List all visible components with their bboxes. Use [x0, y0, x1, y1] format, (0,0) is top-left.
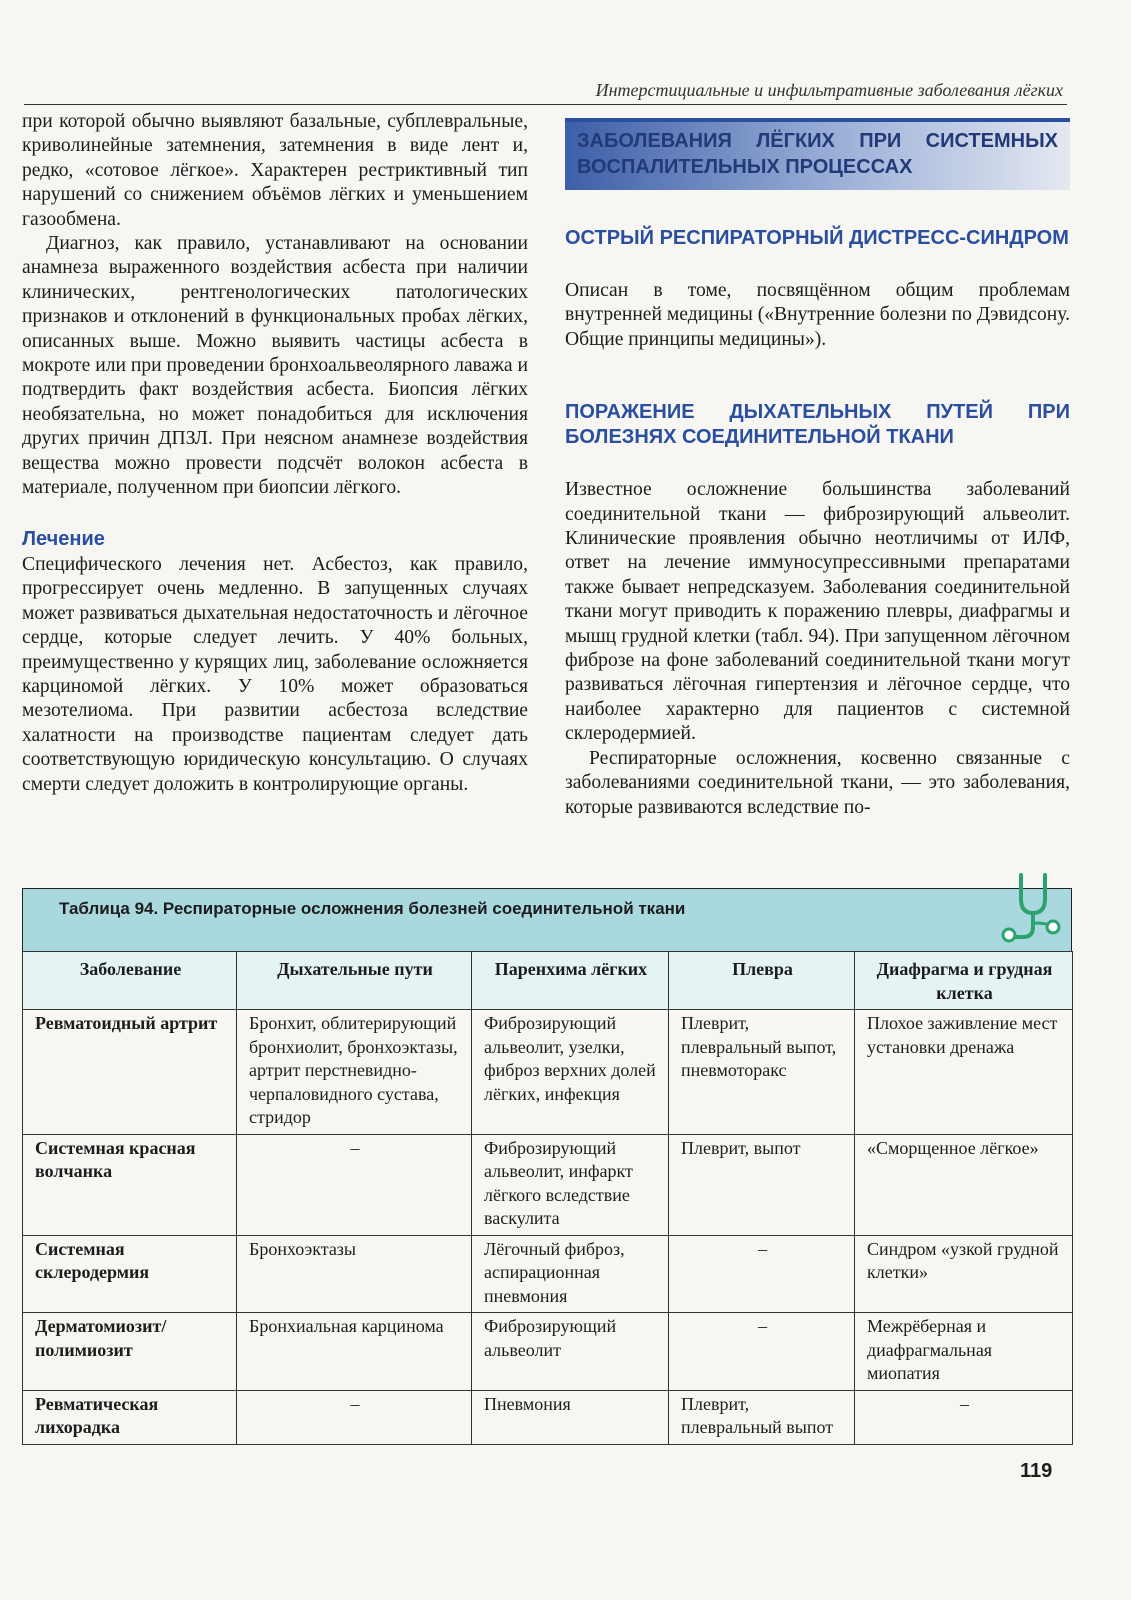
table-row [23, 1010, 1073, 1135]
cell-parenchyma: Фиброзирующий альвеолит [472, 1313, 669, 1391]
right-paragraph-2: Известное осложнение большинства заболеваний соединительной ткани — фиброзирующий альвеолит. Клинические проявления обычно неотличимы от ИЛФ, ответ на лечение иммуносупрессивными препаратами также бывает непредсказуем. Заболевания соединительной ткани могут приводить к поражению плевры, диафрагмы и мышц грудной клетки (табл. 94). При запущенном лёгочном фиброзе на фоне заболеваний соединительной ткани могут развиваться лёгочная гипертензия и лёгочное сердце, что наиболее характерно для пациентов с системной склеродермией. [565, 479, 1070, 745]
table-caption: Таблица 94. Респираторные осложнения болезней соединительной ткани [59, 899, 686, 918]
table-row [23, 1390, 1073, 1444]
running-header [24, 78, 1067, 105]
connective-tissue-heading: ПОРАЖЕНИЕ ДЫХАТЕЛЬНЫХ ПУТЕЙ ПРИ БОЛЕЗНЯХ СОЕДИНИТЕЛЬНОЙ ТКАНИ [565, 401, 1070, 449]
header-airways: Дыхательные пути [237, 952, 472, 1010]
page-number: 119 [1020, 1460, 1053, 1482]
cell-diaphragm: Плохое заживление мест установки дренажа [855, 1010, 1073, 1135]
cell-diaphragm: – [855, 1390, 1073, 1444]
cell-parenchyma: Фиброзирующий альвеолит, узелки, фиброз верхних долей лёгких, инфекция [472, 1010, 669, 1135]
table-row [23, 1134, 1073, 1235]
table-row [23, 1313, 1073, 1391]
complications-table [22, 951, 1073, 1445]
right-paragraph-1: Описан в томе, посвящённом общим проблемам внутренней медицины («Внутренние болезни по Дэвидсону. Общие принципы медицины»). [565, 280, 1070, 350]
header-diaphragm: Диафрагма и грудная клетка [855, 952, 1073, 1010]
section-heading-box [565, 118, 1070, 190]
left-column [22, 110, 528, 797]
cell-airways: – [237, 1134, 472, 1235]
cell-disease: Дерматомиозит/полимиозит [23, 1313, 237, 1391]
running-title: Интерстициальные и инфильтративные заболевания лёгких [595, 80, 1063, 100]
header-parenchyma: Паренхима лёгких [472, 952, 669, 1010]
cell-disease: Системная красная волчанка [23, 1134, 237, 1235]
cell-diaphragm: «Сморщенное лёгкое» [855, 1134, 1073, 1235]
cell-pleura: – [669, 1313, 855, 1391]
ards-heading: ОСТРЫЙ РЕСПИРАТОРНЫЙ ДИСТРЕСС-СИНДРОМ [565, 227, 1069, 249]
header-disease: Заболевание [23, 952, 237, 1010]
stethoscope-icon [1001, 869, 1063, 943]
cell-pleura: – [669, 1235, 855, 1313]
cell-airways: Бронхоэктазы [237, 1235, 472, 1313]
cell-diaphragm: Синдром «узкой грудной клетки» [855, 1235, 1073, 1313]
table-header-row [23, 952, 1073, 1010]
cell-diaphragm: Межрёберная и диафрагмальная миопатия [855, 1313, 1073, 1391]
table-row [23, 1235, 1073, 1313]
right-column [565, 110, 1070, 820]
cell-airways: Бронхиальная карцинома [237, 1313, 472, 1391]
cell-pleura: Плеврит, плевральный выпот, пневмоторакс [669, 1010, 855, 1135]
cell-parenchyma: Лёгочный фиброз, аспирационная пневмония [472, 1235, 669, 1313]
header-pleura: Плевра [669, 952, 855, 1010]
section-heading: ЗАБОЛЕВАНИЯ ЛЁГКИХ ПРИ СИСТЕМНЫХ ВОСПАЛИТЕЛЬНЫХ ПРОЦЕССАХ [577, 130, 1058, 178]
cell-airways: Бронхит, облитерирующий бронхиолит, бронхоэктазы, артрит перстневидно-черпаловидного сустава, стридор [237, 1010, 472, 1135]
treatment-heading: Лечение [22, 527, 105, 550]
left-paragraph-3: Специфического лечения нет. Асбестоз, как правило, прогрессирует очень медленно. В запущенных случаях может развиваться дыхательная недостаточность и лёгочное сердце, которые следует лечить. У 40% больных, преимущественно у курящих лиц, заболевание осложняется карциномой лёгких. У 10% может образоваться мезотелиома. При развитии асбестоза вследствие халатности на производстве пациентам следует дать соответствующую юридическую консультацию. О случаях смерти следует доложить в контролирующие органы. [22, 553, 528, 795]
cell-disease: Ревматическая лихорадка [23, 1390, 237, 1444]
cell-pleura: Плеврит, плевральный выпот [669, 1390, 855, 1444]
left-paragraph-1: при которой обычно выявляют базальные, субплевральные, криволинейные затемнения, затемнения в виде лент и, редко, «сотовое лёгкое». Характерен рестриктивный тип нарушений со снижением объёмов лёгких и уменьшением газообмена. [22, 111, 528, 230]
cell-parenchyma: Фиброзирующий альвеолит, инфаркт лёгкого вследствие васкулита [472, 1134, 669, 1235]
right-paragraph-3: Респираторные осложнения, косвенно связанные с заболеваниями соединительной ткани, — это заболевания, которые развиваются вследствие по- [565, 747, 1070, 818]
table-94 [22, 888, 1072, 1445]
cell-disease: Ревматоидный артрит [23, 1010, 237, 1135]
table-caption-bar [22, 888, 1072, 951]
cell-airways: – [237, 1390, 472, 1444]
left-paragraph-2: Диагноз, как правило, устанавливают на основании анамнеза выраженного воздействия асбеста при наличии клинических, рентгенологических патологических признаков и отклонений в функциональных пробах лёгких, описанных выше. Можно выявить частицы асбеста в мокроте или при проведении бронхоальвеолярного лаважа и подтвердить факт воздействия асбеста. Биопсия лёгких необязательна, но может понадобиться для исключения других причин ДПЗЛ. При неясном анамнезе воздействия вещества можно провести подсчёт волокон асбеста в материале, полученном при биопсии лёгкого. [22, 233, 528, 499]
cell-pleura: Плеврит, выпот [669, 1134, 855, 1235]
cell-disease: Системная склеродермия [23, 1235, 237, 1313]
cell-parenchyma: Пневмония [472, 1390, 669, 1444]
